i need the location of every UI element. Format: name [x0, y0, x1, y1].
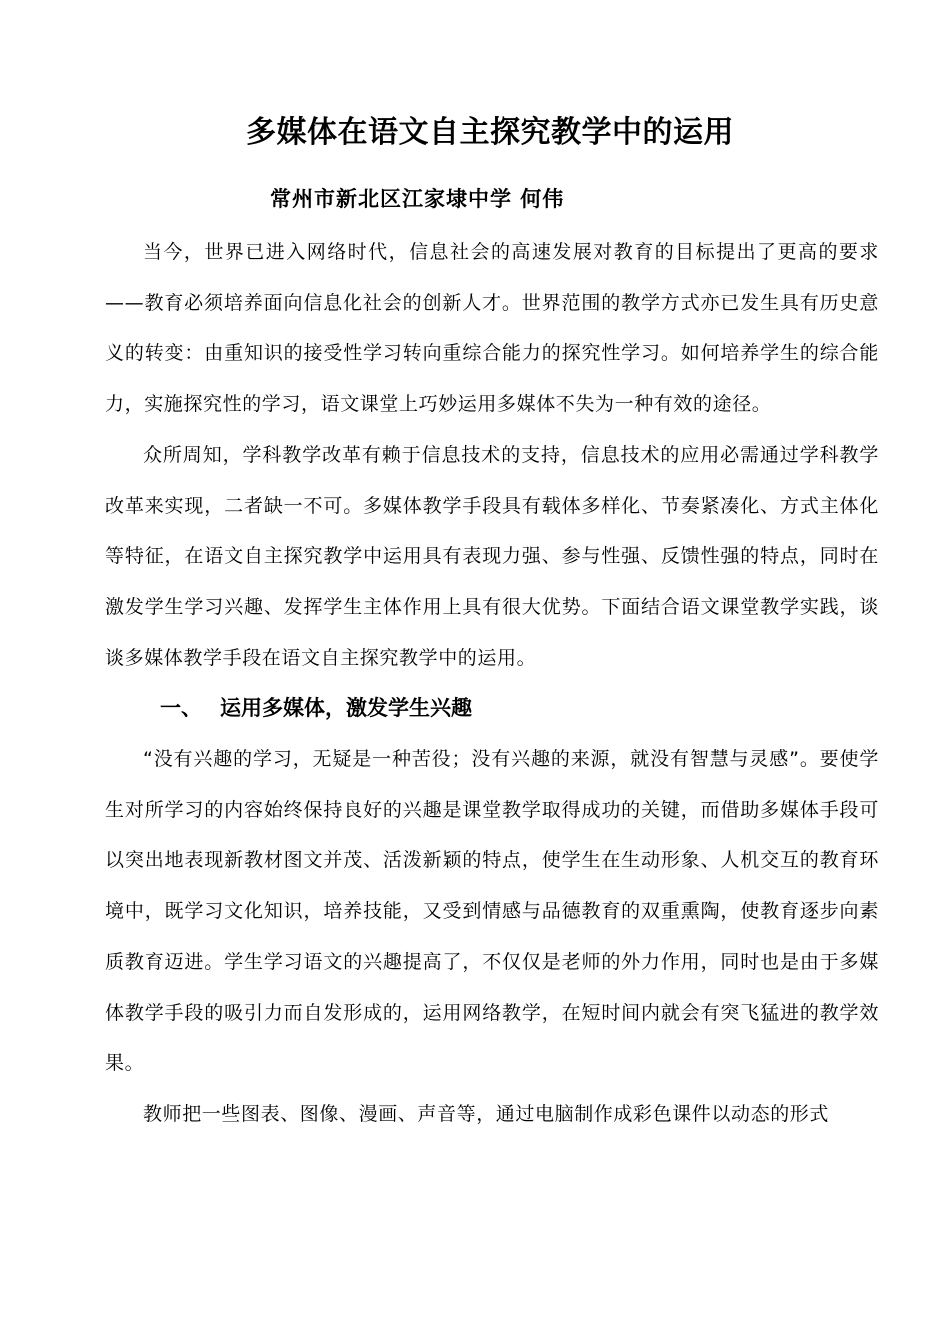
- paragraph-section1-2: 教师把一些图表、图像、漫画、声音等，通过电脑制作成彩色课件以动态的形式: [143, 1102, 830, 1125]
- paragraph-intro-1: 当今，世界已进入网络时代，信息社会的高速发展对教育的目标提出了更高的要求——教育必须培养面向信息化社会的创新人才。世界范围的教学方式亦已发生具有历史意义的转变：由重知识的接受性学习转向重综合能力的探究性学习。如何培养学生的综合能力，实施探究性的学习，语文课堂上巧妙运用多媒体不失为一种有效的途径。: [105, 241, 879, 416]
- author-byline: 常州市新北区江家埭中学 何伟: [270, 186, 565, 211]
- section-heading: [105, 683, 879, 734]
- document-title: 多媒体在语文自主探究教学中的运用: [246, 115, 734, 150]
- document-body: [105, 227, 879, 1140]
- section-number: 一、: [160, 696, 202, 721]
- paragraph-section1-1: “没有兴趣的学习，无疑是一种苦役；没有兴趣的来源，就没有智慧与灵感”。要使学生对所学习的内容始终保持良好的兴趣是课堂教学取得成功的关键，而借助多媒体手段可以突出地表现新教材图文并茂、活泼新颖的特点，使学生在生动形象、人机交互的教育环境中，既学习文化知识，培养技能，又受到情感与品德教育的双重熏陶，使教育逐步向素质教育迈进。学生学习语文的兴趣提高了，不仅仅是老师的外力作用，同时也是由于多媒体教学手段的吸引力而自发形成的，运用网络教学，在短时间内就会有突飞猛进的教学效果。: [105, 748, 879, 1075]
- section-title: 运用多媒体，激发学生兴趣: [220, 696, 472, 721]
- paragraph-intro-2: 众所周知，学科教学改革有赖于信息技术的支持，信息技术的应用必需通过学科教学改革来实现，二者缺一不可。多媒体教学手段具有载体多样化、节奏紧凑化、方式主体化等特征，在语文自主探究教学中运用具有表现力强、参与性强、反馈性强的特点，同时在激发学生学习兴趣、发挥学生主体作用上具有很大优势。下面结合语文课堂教学实践，谈谈多媒体教学手段在语文自主探究教学中的运用。: [105, 443, 879, 669]
